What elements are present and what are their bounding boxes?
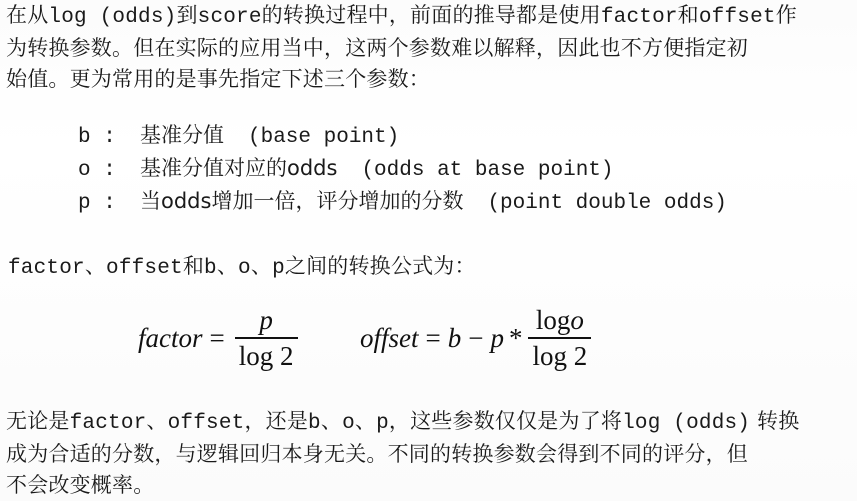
- offset-formula: [360, 296, 594, 380]
- definition-symbol: b :: [78, 126, 116, 149]
- offset-p: p: [490, 322, 504, 353]
- factor-lhs: factor: [138, 322, 203, 353]
- parameter-definition-list: [78, 120, 727, 219]
- fraction-denominator: log 2: [238, 340, 294, 371]
- closing-text: 、: [354, 409, 377, 433]
- closing-term: o: [342, 412, 355, 435]
- closing-text: 、: [146, 409, 168, 433]
- closing-text: ，这些参数仅仅是为了将: [388, 409, 623, 433]
- relation-term: offset: [106, 257, 183, 280]
- equals-sign: =: [209, 322, 225, 353]
- intro-text: 和: [677, 3, 699, 27]
- relation-term: b: [204, 257, 217, 280]
- closing-paragraph: [6, 406, 846, 501]
- relation-text: 和: [182, 254, 205, 278]
- closing-term: factor: [69, 412, 147, 435]
- relation-term: o: [238, 257, 251, 280]
- fraction-numerator: [532, 303, 588, 337]
- definition-item-b: [78, 120, 727, 153]
- closing-term: offset: [167, 412, 245, 435]
- fraction-numerator: p: [259, 305, 273, 336]
- closing-line-1: [6, 409, 799, 433]
- intro-line-2: 为转换参数。但在实际的应用当中，这两个参数难以解释，因此也不方便指定初: [6, 36, 748, 60]
- intro-paragraph: [6, 0, 846, 95]
- intro-term-score: score: [197, 6, 262, 29]
- definition-english: (point double odds): [487, 192, 727, 215]
- offset-lhs: offset: [360, 322, 419, 353]
- definition-chinese: 当odds增加一倍，评分增加的分数: [140, 189, 464, 213]
- closing-text: ，还是: [244, 409, 309, 433]
- closing-line-2: 成为合适的分数，与逻辑回归本身无关。不同的转换参数会得到不同的评分，但: [6, 442, 748, 466]
- intro-term-log-odds: log (odds): [48, 6, 177, 29]
- relation-sentence: [8, 251, 848, 284]
- equals-sign: =: [425, 322, 441, 353]
- intro-text: 到: [176, 3, 198, 27]
- intro-text: 作: [775, 3, 797, 27]
- definition-chinese: 基准分值: [140, 123, 224, 147]
- intro-term-factor: factor: [600, 6, 678, 29]
- definition-symbol: p :: [78, 192, 116, 215]
- intro-line-1: [6, 3, 797, 27]
- definition-symbol: o :: [78, 159, 116, 182]
- closing-term: b: [308, 412, 321, 435]
- offset-fraction: [528, 303, 591, 373]
- closing-text: 转换: [750, 409, 800, 433]
- factor-formula: [138, 296, 301, 380]
- closing-text: 、: [320, 409, 343, 433]
- definition-item-o: [78, 153, 727, 186]
- minus-sign: −: [468, 322, 484, 353]
- offset-b: b: [447, 322, 462, 353]
- definition-english: (base point): [248, 126, 400, 149]
- closing-text: 无论是: [6, 409, 70, 433]
- intro-term-offset: offset: [698, 6, 776, 29]
- relation-text: 、: [84, 254, 107, 278]
- numerator-log: log: [535, 305, 571, 336]
- relation-text: 之间的转换公式为：: [284, 254, 476, 278]
- relation-text: 、: [216, 254, 239, 278]
- intro-text: 在从: [6, 3, 49, 27]
- relation-term: p: [272, 257, 285, 280]
- definition-english: (odds at base point): [361, 159, 614, 182]
- intro-text: 的转换过程中，前面的推导都是使用: [261, 3, 601, 27]
- relation-term: factor: [8, 257, 85, 280]
- closing-term: log (odds): [622, 412, 751, 435]
- closing-term: p: [376, 412, 389, 435]
- multiply-sign: *: [508, 322, 523, 353]
- conversion-formulas: [138, 296, 638, 380]
- relation-text: 、: [250, 254, 273, 278]
- fraction-denominator: log 2: [532, 340, 588, 371]
- numerator-o: o: [570, 305, 584, 336]
- intro-line-3: 始值。更为常用的是事先指定下述三个参数：: [6, 67, 430, 91]
- closing-line-3: 不会改变概率。: [6, 473, 155, 497]
- definition-chinese: 基准分值对应的odds: [140, 156, 338, 180]
- definition-item-p: [78, 186, 727, 219]
- factor-fraction: [235, 303, 298, 373]
